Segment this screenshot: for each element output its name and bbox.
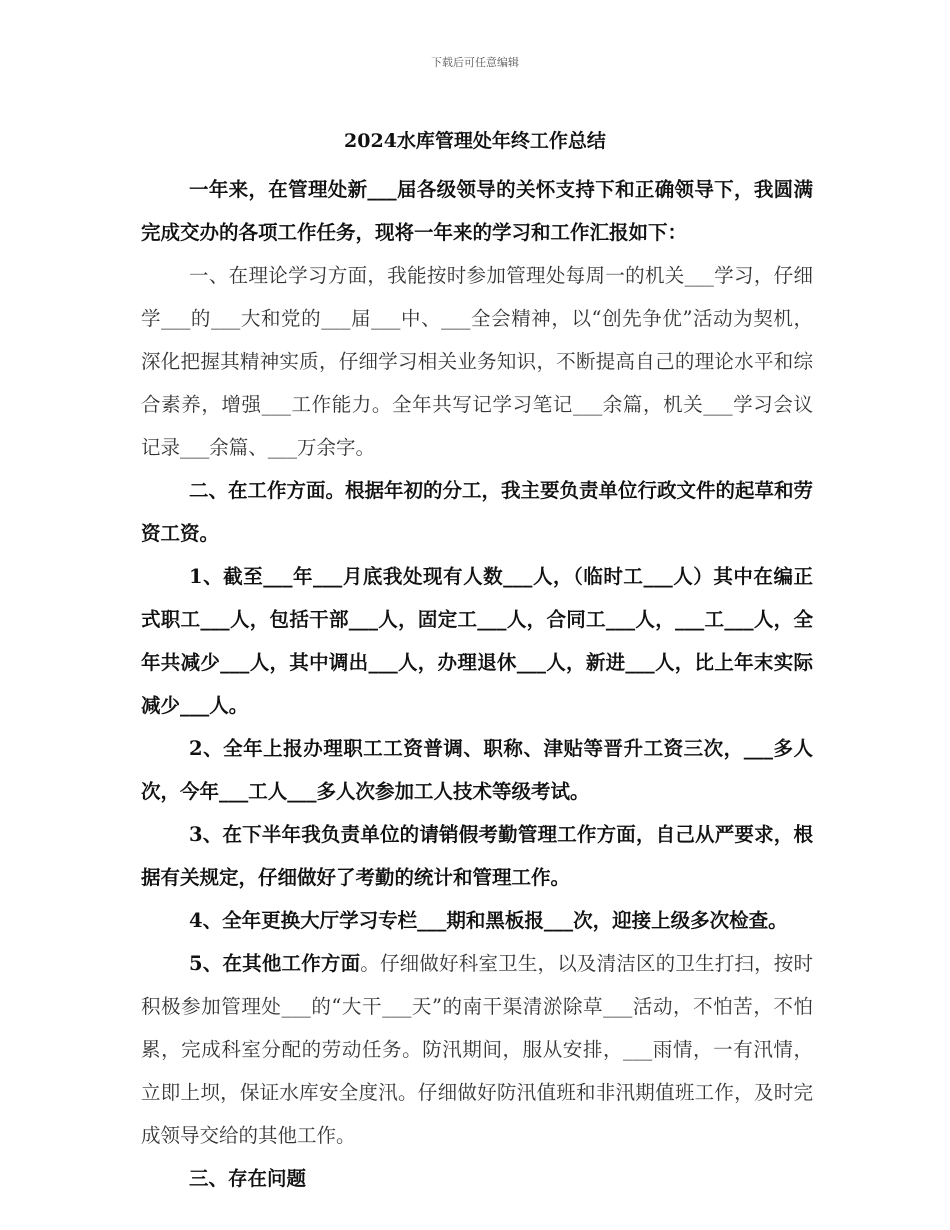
bulletin-paragraph: 4、全年更换大厅学习专栏___期和黑板报___次，迎接上级多次检查。 [189, 909, 788, 932]
wage-paragraph: 2、全年上报办理职工工资普调、职称、津贴等晋升工资三次，___多人次，今年___工人___多人次参加工人技术等级考试。 [141, 737, 813, 803]
document-body [141, 168, 813, 1200]
other-work-lead: 5、在其他工作方面 [189, 952, 361, 975]
staff-count-paragraph: 1、截至___年___月底我处现有人数___人，（临时工___人）其中在编正式职工___人，包括干部___人，固定工___人，合同工___人，___工___人，全年共减少___人，其中调出___人，办理退休___人，新进___人，比上年末实际减少___人。 [141, 565, 813, 717]
work-section-heading: 二、在工作方面。根据年初的分工，我主要负责单位行政文件的起草和劳资工资。 [141, 479, 814, 545]
other-work-text: 。仔细做好科室卫生，以及清洁区的卫生打扫，按时积极参加管理处___的“大干___天”的南干渠清淤除草___活动，不怕苦，不怕累，完成科室分配的劳动任务。防汛期间，服从安排，___雨情，一有汛情，立即上坝，保证水库安全度汛。仔细做好防汛值班和非汛期值班工作，及时完成领导交给的其他工作。 [141, 952, 813, 1147]
header-note: 下载后可任意编辑 [431, 56, 519, 69]
problems-section-heading: 三、存在问题 [189, 1167, 307, 1190]
theory-study-paragraph: 一、在理论学习方面，我能按时参加管理处每周一的机关___学习，仔细学___的___大和党的___届___中、___全会精神，以“创先争优”活动为契机，深化把握其精神实质，仔细学习相关业务知识，不断提高自己的理论水平和综合素养，增强___工作能力。全年共写记学习笔记___余篇，机关___学习会议记录___余篇、___万余字。 [141, 264, 813, 459]
other-work-paragraph [141, 942, 813, 1157]
intro-paragraph: 一年来，在管理处新___届各级领导的关怀支持下和正确领导下，我圆满完成交办的各项工作任务，现将一年来的学习和工作汇报如下： [141, 178, 813, 244]
document-title: 2024水库管理处年终工作总结 [344, 130, 606, 152]
attendance-paragraph: 3、在下半年我负责单位的请销假考勤管理工作方面，自己从严要求，根据有关规定，仔细做好了考勤的统计和管理工作。 [141, 823, 813, 889]
